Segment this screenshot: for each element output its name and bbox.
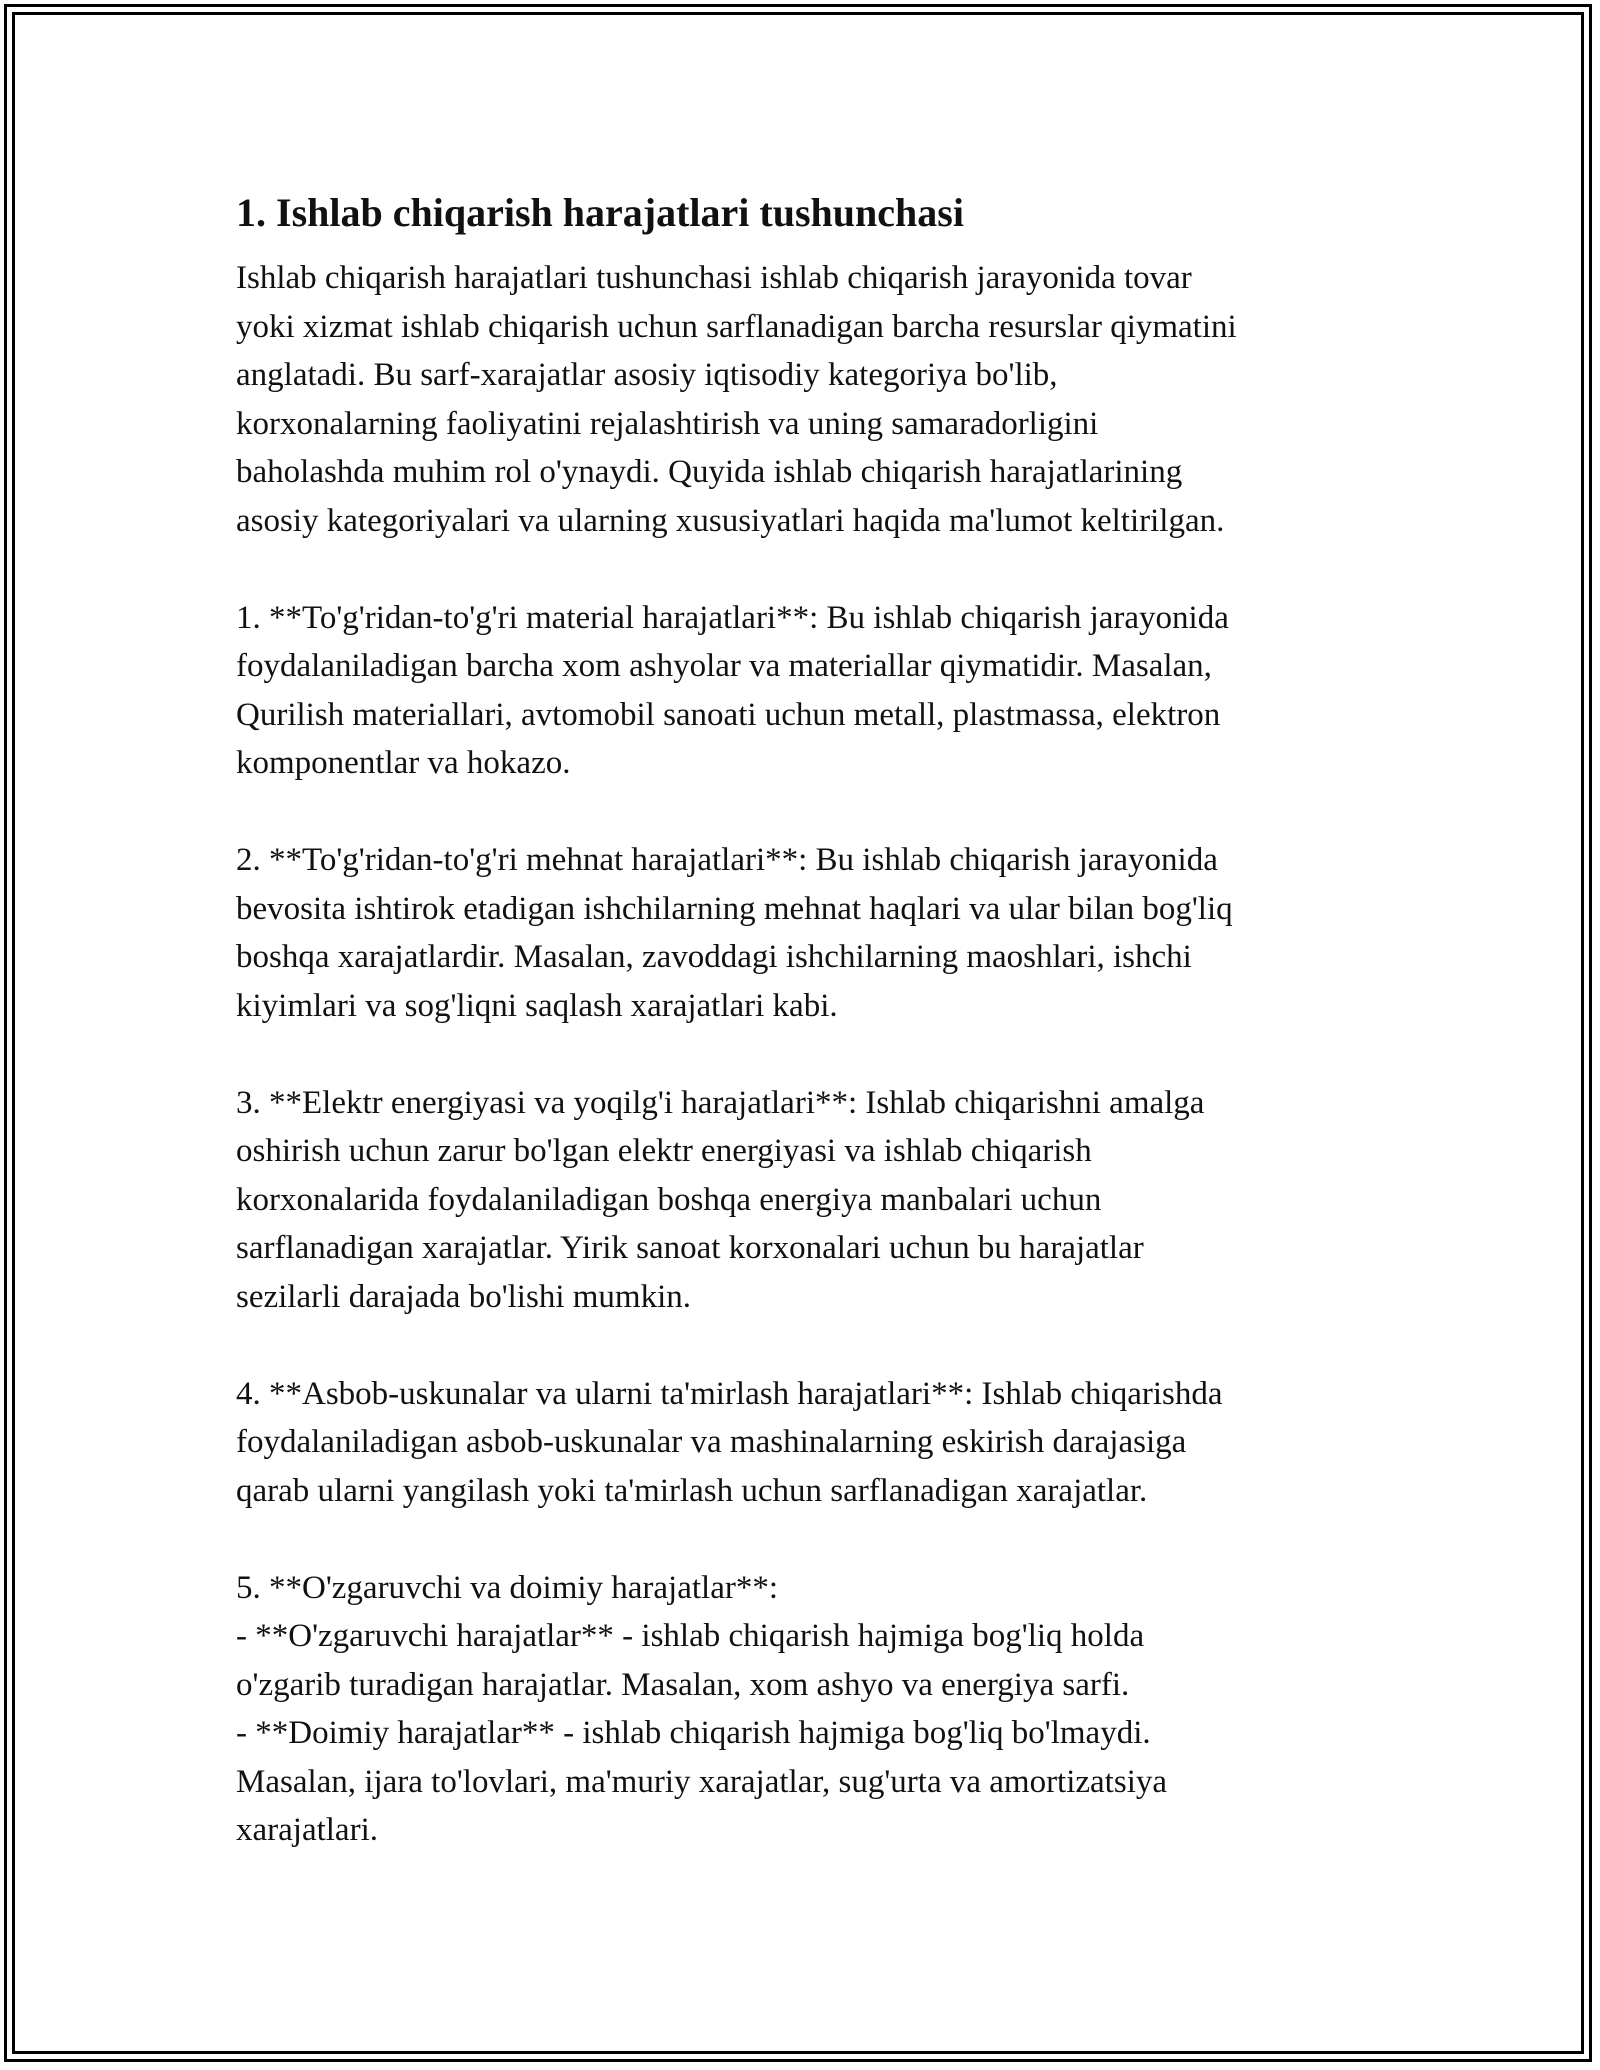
paragraph-spacer (236, 1321, 1376, 1370)
list-item-variable-fixed-costs: 5. **O'zgaruvchi va doimiy harajatlar**: - **O'zgaruvchi harajatlar** - ishlab chiqarish hajmiga bog'liq holda o'zgarib turadigan harajatlar. Masalan, xom ashyo va energiya sarfi. - **Doimiy harajatlar** - ishlab chiqarish hajmiga bog'liq bo'lmaydi. Masalan, ijara to'lovlari, ma'muriy xarajatlar, sug'urta va amortizatsiya xarajatlari. (236, 1569, 1168, 1848)
section-heading: 1. Ishlab chiqarish harajatlari tushunchasi (236, 190, 964, 235)
list-item-material-costs: 1. **To'g'ridan-to'g'ri material harajatlari**: Bu ishlab chiqarish jarayonida foydalaniladigan barcha xom ashyolar va materiallar qiymatidir. Masalan, Qurilish materiallari, avtomobil sanoati uchun metall, plastmassa, elektron komponentlar va hokazo. (236, 599, 1229, 781)
list-item-equipment-costs: 4. **Asbob-uskunalar va ularni ta'mirlash harajatlari**: Ishlab chiqarishda foydalaniladigan asbob-uskunalar va mashinalarning eskirish darajasiga qarab ularni yangilash yoki ta'mirlash uchun sarflanadigan xarajatlar. (236, 1375, 1223, 1509)
document-body (236, 186, 1376, 1855)
intro-paragraph: Ishlab chiqarish harajatlari tushunchasi ishlab chiqarish jarayonida tovar yoki xizmat ishlab chiqarish uchun sarflanadigan barcha resurslar qiymatini anglatadi. Bu sarf-xarajatlar asosiy iqtisodiy kategoriya bo'lib, korxonalarning faoliyatini rejalashtirish va uning samaradorligini baholashda muhim rol o'ynaydi. Quyida ishlab chiqarish harajatlarining asosiy kategoriyalari va ularning xususiyatlari haqida ma'lumot keltirilgan. (236, 260, 1237, 539)
list-item-energy-costs: 3. **Elektr energiyasi va yoqilg'i harajatlari**: Ishlab chiqarishni amalga oshirish uchun zarur bo'lgan elektr energiyasi va ishlab chiqarish korxonalarida foydalaniladigan boshqa energiya manbalari uchun sarflanadigan xarajatlar. Yirik sanoat korxonalari uchun bu harajatlar sezilarli darajada bo'lishi mumkin. (236, 1084, 1205, 1315)
list-item-labor-costs: 2. **To'g'ridan-to'g'ri mehnat harajatlari**: Bu ishlab chiqarish jarayonida bevosita ishtirok etadigan ishchilarning mehnat haqlari va ular bilan bog'liq boshqa xarajatlardir. Masalan, zavoddagi ishchilarning maoshlari, ishchi kiyimlari va sog'liqni saqlash xarajatlari kabi. (236, 842, 1233, 1024)
paragraph-spacer (236, 545, 1376, 594)
paragraph-spacer (236, 1030, 1376, 1079)
paragraph-spacer (236, 788, 1376, 837)
paragraph-spacer (236, 1515, 1376, 1564)
